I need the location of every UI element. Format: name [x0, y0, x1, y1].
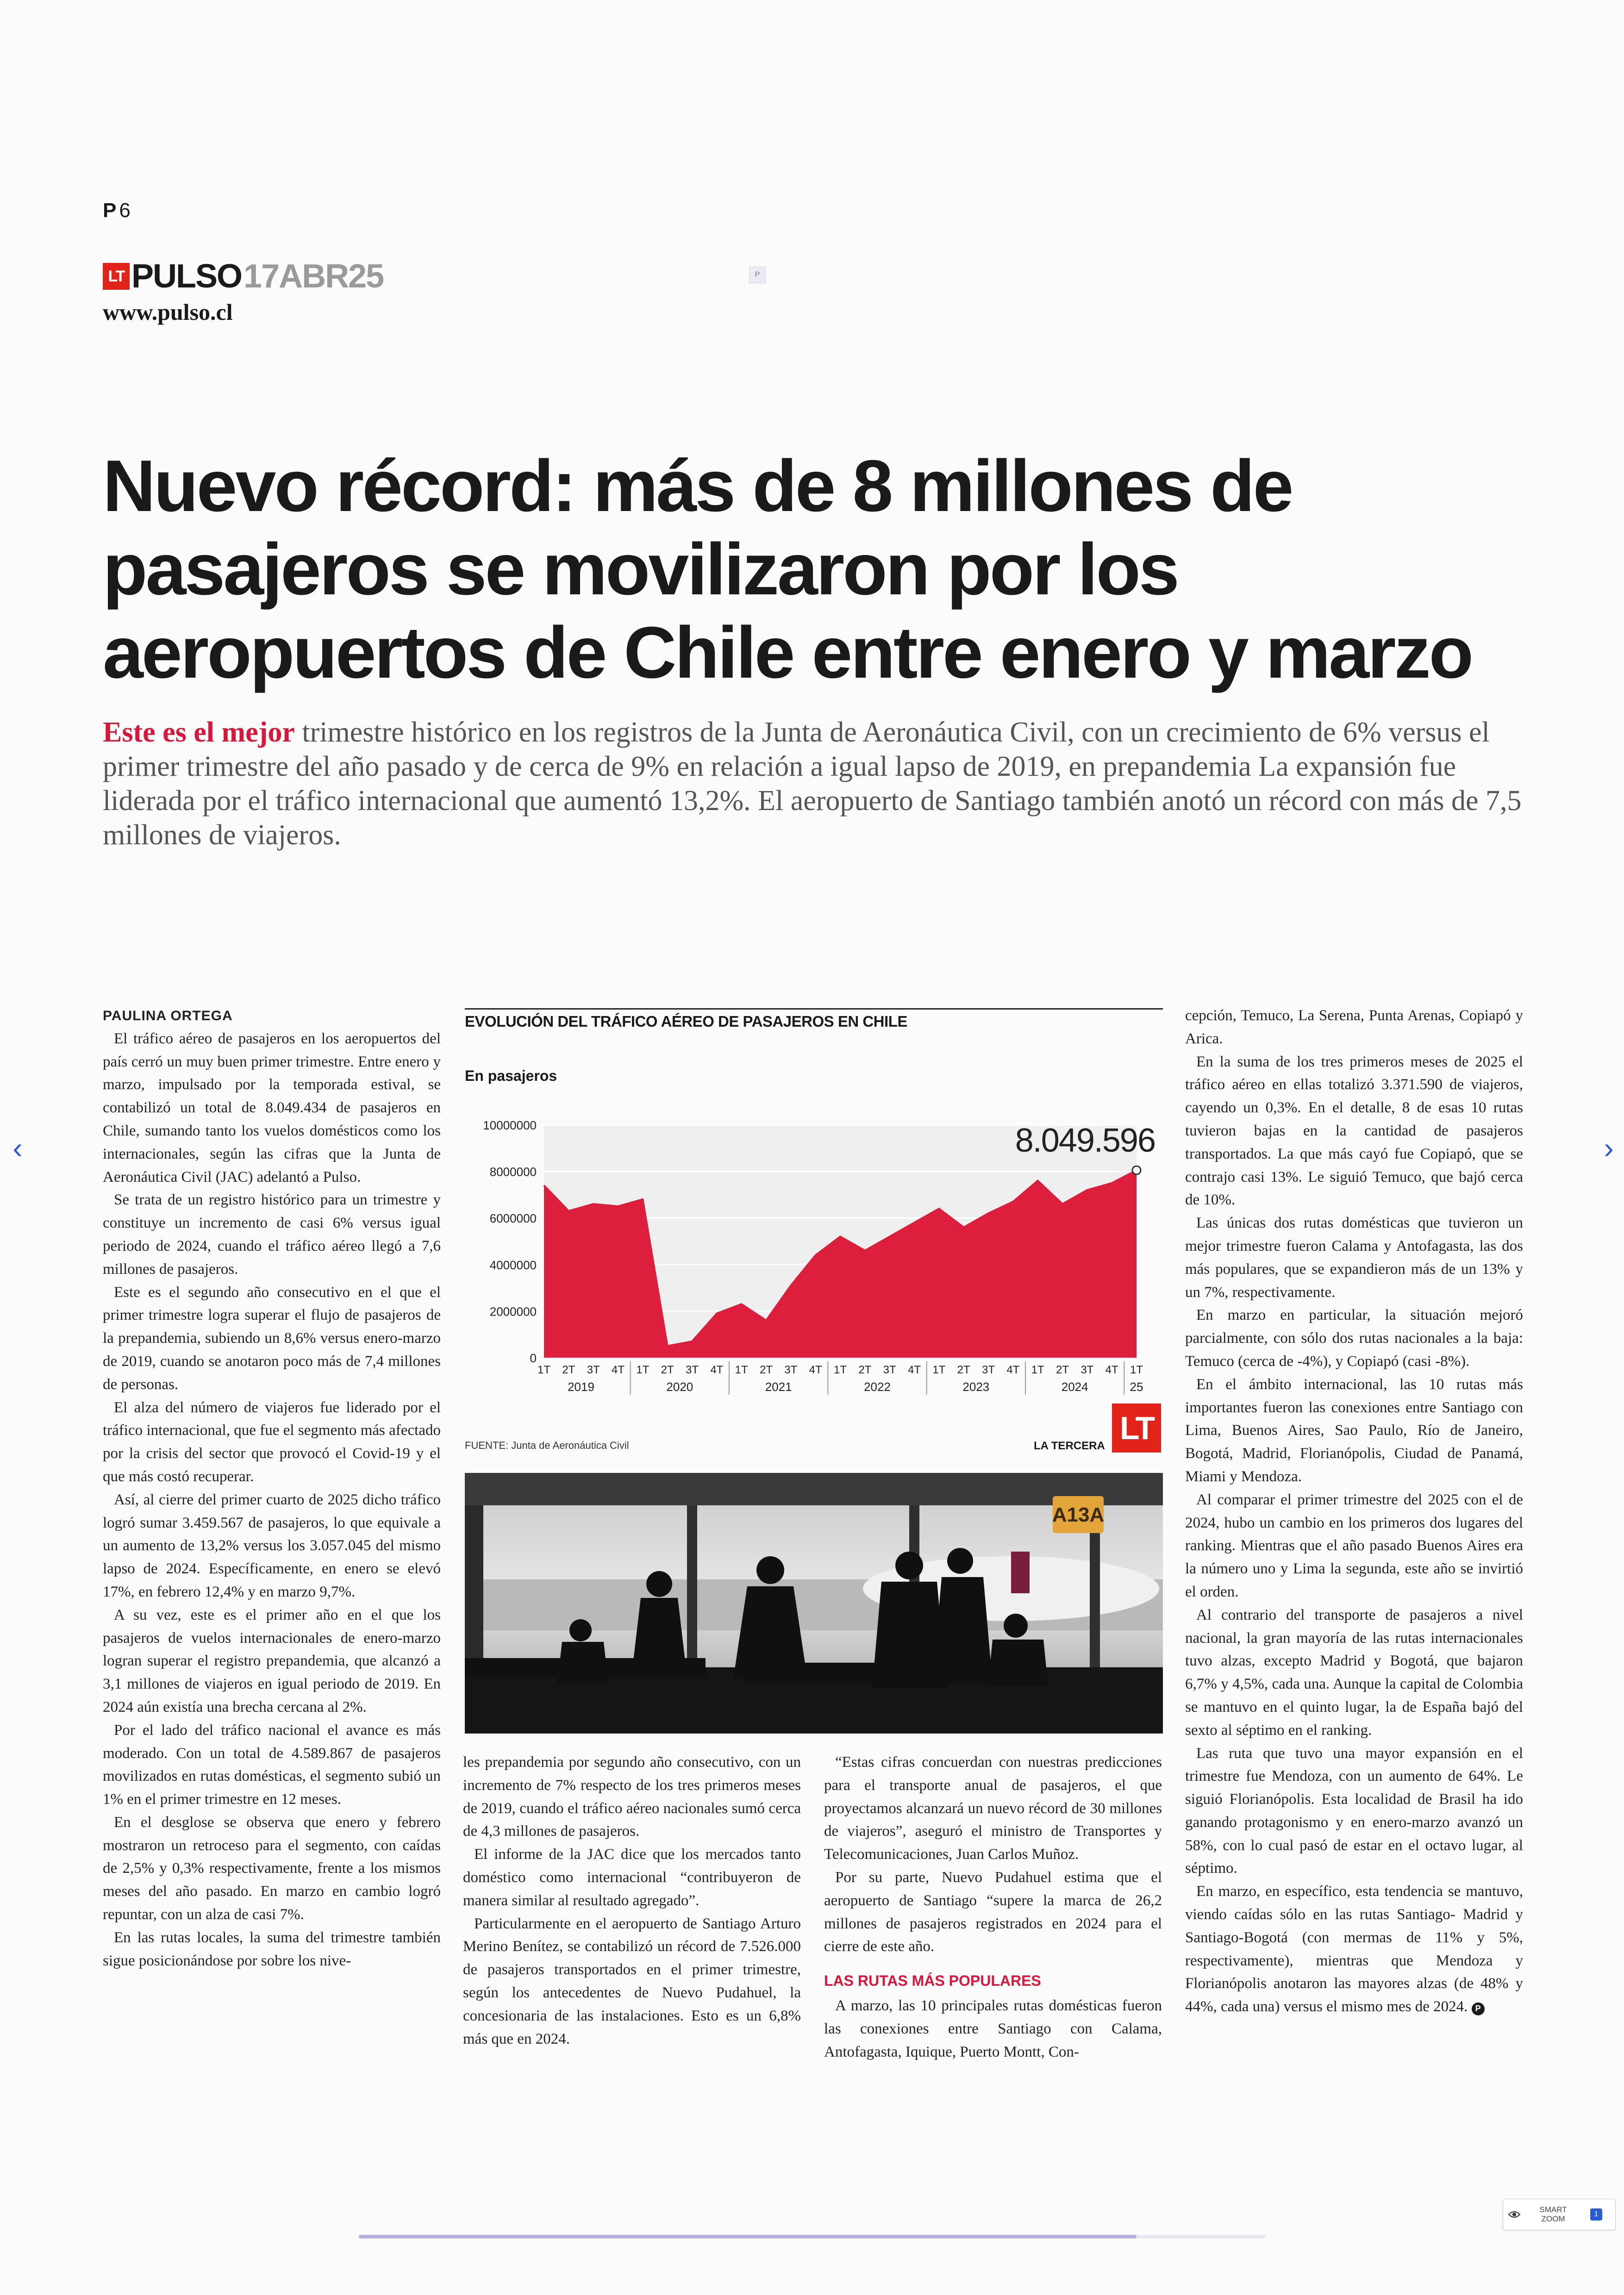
x-tick-label: 4T: [1006, 1364, 1020, 1376]
eye-icon: [1503, 2199, 1525, 2230]
la-tercera-logo: LT: [1112, 1403, 1161, 1453]
x-tick-label: 1T: [833, 1364, 847, 1376]
airport-silhouette-illustration: [465, 1473, 1163, 1734]
article-column-3: [824, 1751, 1162, 2064]
x-tick-label: 2T: [661, 1364, 674, 1376]
x-tick-label: 1T: [636, 1364, 650, 1376]
paragraph: En marzo en particular, la situación mejoró parcialmente, con sólo dos rutas nacionales a la baja: Temuco (cerca de -4%), y Copiapó (casi -8%).: [1185, 1307, 1523, 1370]
paragraph: cepción, Temuco, La Serena, Punta Arenas, Copiapó y Arica.: [1185, 1007, 1523, 1047]
brand-url[interactable]: www.pulso.cl: [103, 299, 233, 325]
paragraph: El informe de la JAC dice que los mercados tanto doméstico como internacional “contribuyeron de manera similar al resultado agregado”.: [463, 1846, 801, 1909]
smart-zoom-badge: 1: [1590, 2208, 1602, 2220]
chart-source: FUENTE: Junta de Aeronáutica Civil: [465, 1440, 629, 1451]
year-label: 2020: [666, 1380, 693, 1394]
brand-masthead: [103, 259, 383, 293]
x-tick-label: 1T: [1031, 1364, 1044, 1376]
paragraph: En la suma de los tres primeros meses de 2025 el tráfico aéreo en ellas totalizó 3.371.590 de viajeros, cayendo un 0,3%. En el detalle, 8 de esas 10 rutas tuvieron bajas en la cantidad de pasajeros transportados. La que más cayó fue Copiapó, que se contrajo casi 13%. Le siguió Temuco, que bajó cerca de 10%.: [1185, 1053, 1523, 1209]
x-tick-label: 2T: [957, 1364, 970, 1376]
x-tick-label: 3T: [685, 1364, 699, 1376]
chart-title: EVOLUCIÓN DEL TRÁFICO AÉREO DE PASAJEROS EN CHILE: [465, 1013, 907, 1030]
latest-point-marker: [1132, 1166, 1141, 1174]
paragraph-text: En marzo, en específico, esta tendencia se mantuvo, viendo caídas sólo en las rutas Santiago- Madrid y Santiago-Bogotá (con mermas de 11% y 5%, respectivamente), mientras que Mendoza y Florianópolis anotaron las mayores alzas (de 48% y 44%, cada una) versus el mismo mes de 2024.: [1185, 1883, 1523, 2015]
year-label: 2019: [568, 1380, 594, 1394]
next-page-button[interactable]: ›: [1604, 1131, 1614, 1165]
article-column-4: [1185, 1004, 1523, 2019]
x-tick-label: 3T: [1081, 1364, 1094, 1376]
paragraph: Por el lado del tráfico nacional el avance es más moderado. Con un total de 4.589.867 de pasajeros movilizados en rutas domésticas, el segmento subió un 1% en el primer trimestre en 12 meses.: [103, 1721, 441, 1808]
x-tick-label: 2T: [1056, 1364, 1069, 1376]
year-label: 2023: [962, 1380, 990, 1394]
x-tick-label: 1T: [1130, 1364, 1143, 1376]
subhead-lead: Este es el mejor: [103, 717, 295, 748]
paragraph: Particularmente en el aeropuerto de Santiago Arturo Merino Benítez, se contabilizó un récord de 7.526.000 de pasajeros transportados en el primer trimestre, según los antecedentes de Nuevo Pudahuel, la concesionaria de las instalaciones. Esto es un 6,8% más que en 2024.: [463, 1915, 801, 2047]
y-tick-label: 4000000: [489, 1258, 537, 1272]
previous-page-button[interactable]: ‹: [12, 1131, 23, 1165]
paragraph: El alza del número de viajeros fue liderado por el tráfico internacional, que fue el segmento más afectado por la crisis del sector que provocó el Covid-19 y el que más costó recuperar.: [103, 1399, 441, 1485]
chart-credit: LA TERCERA: [1034, 1440, 1105, 1452]
x-tick-label: 2T: [759, 1364, 773, 1376]
paragraph: Las únicas dos rutas domésticas que tuvieron un mejor trimestre fueron Calama y Antofagasta, las dos más populares, que se expandieron más de un 13% y un 7%, respectivamente.: [1185, 1215, 1523, 1301]
page-number: P 6: [103, 199, 131, 222]
x-tick-label: 3T: [784, 1364, 798, 1376]
paragraph: Al contrario del transporte de pasajeros a nivel nacional, la gran mayoría de las rutas internacionales tuvo alzas, excepto Madrid y Bogotá, que bajaron 6,7% y 4,5%, cada una. Aunque la capital de Colombia se mantuvo en el quinto lugar, la de España bajó del sexto al séptimo en el ranking.: [1185, 1606, 1523, 1739]
x-tick-label: 4T: [809, 1364, 822, 1376]
x-tick-label: 3T: [981, 1364, 995, 1376]
brand-logo: LT: [103, 263, 130, 290]
section-heading: LAS RUTAS MÁS POPULARES: [824, 1972, 1041, 1989]
subheadline: [103, 715, 1547, 852]
paragraph: Las ruta que tuvo una mayor expansión en el trimestre fue Mendoza, con un aumento de 64%. Le siguió Florianópolis. Esta localidad de Brasil ha ido ganando protagonismo y en enero-marzo avanzó un 58%, con lo cual pasó de estar en el octavo lugar, al séptimo.: [1185, 1745, 1523, 1877]
chart-subtitle: En pasajeros: [465, 1067, 557, 1084]
x-tick-label: 1T: [537, 1364, 551, 1376]
smart-zoom-label: SMART ZOOM: [1539, 2205, 1567, 2223]
paragraph: Este es el segundo año consecutivo en el que el primer trimestre logra superar el flujo de pasajeros de la prepandemia, subiendo un 8,6% versus enero-marzo de 2019, cuando se anotaron poco más de 7,4 millones de personas.: [103, 1284, 441, 1393]
paragraph: Se trata de un registro histórico para un trimestre y constituye un incremento de casi 6% versus igual periodo de 2024, cuando el tráfico aéreo llegó a 7,6 millones de pasajeros.: [103, 1191, 441, 1278]
year-label: 2024: [1061, 1380, 1088, 1394]
x-tick-label: 4T: [1105, 1364, 1118, 1376]
paragraph: El tráfico aéreo de pasajeros en los aeropuertos del país cerró un muy buen primer trimestre. Entre enero y marzo, impulsado por la temporada estival, se contabilizó un total de 8.049.434 de pasajeros en Chile, sumando tanto los vuelos domésticos como los internacionales, según las cifras que la Junta de Aeronáutica Civil (JAC) adelantó a Pulso.: [103, 1030, 441, 1185]
x-tick-label: 2T: [858, 1364, 872, 1376]
paragraph: En las rutas locales, la suma del trimestre también sigue posicionándose por sobre los nive-: [103, 1929, 441, 1969]
subhead-text: trimestre histórico en los registros de la Junta de Aeronáutica Civil, con un crecimiento de 6% versus el primer trimestre del año pasado y de cerca de 9% en relación a igual lapso de 2019, en prepandemia La expansión fue liderada por el tráfico internacional que aumentó 13,2%. El aeropuerto de Santiago también anotó un récord con más de 7,5 millones de viajeros.: [103, 717, 1522, 851]
article-column-2: [463, 1751, 801, 2051]
x-tick-label: 1T: [735, 1364, 748, 1376]
page-progress-fill: [359, 2235, 1137, 2239]
paragraph: A su vez, este es el primer año en el que los pasajeros de vuelos internacionales de enero-marzo logran superar el registro prepandemia, que alcanzó a 3,1 millones de viajeros en igual periodo de 2019. En 2024 aún existía una brecha cercana al 2%.: [103, 1606, 441, 1715]
brand-date: 17ABR25: [244, 258, 384, 295]
highlight-value-label: 8.049.596: [1015, 1122, 1155, 1160]
year-label: 25: [1130, 1380, 1143, 1394]
y-tick-label: 0: [530, 1351, 537, 1365]
paragraph: [1185, 1880, 1523, 2019]
x-tick-label: 1T: [932, 1364, 946, 1376]
y-tick-label: 6000000: [489, 1211, 537, 1226]
paragraph: “Estas cifras concuerdan con nuestras predicciones para el transporte anual de pasajeros, el que proyectamos alcanzará un nuevo récord de 30 millones de viajeros”, aseguró el ministro de Transportes y Telecomunicaciones, Juan Carlos Muñoz.: [824, 1754, 1162, 1863]
brand-name: PULSO: [131, 258, 242, 295]
y-tick-label: 10000000: [483, 1118, 537, 1132]
article-column-1: [103, 1004, 441, 1972]
paragraph: Así, al cierre del primer cuarto de 2025 dicho tráfico logró sumar 3.459.567 de pasajeros, lo que equivale a un aumento de 13,2% versus los 3.057.045 del mismo lapso de 2024. Específicamente, en enero se elevó 17%, en febrero 12,4% y en marzo 9,7%.: [103, 1491, 441, 1600]
x-tick-label: 4T: [907, 1364, 921, 1376]
y-tick-label: 2000000: [489, 1304, 537, 1319]
paragraph: En el desglose se observa que enero y febrero mostraron un retroceso para el segmento, con caídas de 2,5% y 0,3% respectivamente, frente a los mismos meses del año pasado. En marzo en cambio logró repuntar, con un alza de casi 7%.: [103, 1814, 441, 1923]
x-tick-label: 3T: [587, 1364, 600, 1376]
x-tick-label: 2T: [562, 1364, 575, 1376]
end-mark-icon: P: [1472, 2002, 1485, 2015]
page-marker[interactable]: P: [749, 267, 766, 283]
paragraph: A marzo, las 10 principales rutas domésticas fueron las conexiones entre Santiago con Calama, Antofagasta, Iquique, Puerto Montt, Con-: [824, 1997, 1162, 2060]
x-tick-label: 3T: [883, 1364, 896, 1376]
airport-photo: [465, 1473, 1163, 1734]
x-tick-label: 4T: [710, 1364, 724, 1376]
paragraph: les prepandemia por segundo año consecutivo, con un incremento de 7% respecto de los tres primeros meses de 2019, cuando el tráfico aéreo nacionales sumó cerca de 4,3 millones de pasajeros.: [463, 1754, 801, 1840]
smart-zoom-button[interactable]: [1503, 2199, 1616, 2230]
paragraph: Por su parte, Nuevo Pudahuel estima que el aeropuerto de Santiago “supere la marca de 26,2 millones de pasajeros registrados en 2024 para el cierre de este año.: [824, 1869, 1162, 1955]
chart-top-rule: [465, 1008, 1163, 1010]
headline: Nuevo récord: más de 8 millones de pasajeros se movilizaron por los aeropuertos de Chile entre enero y marzo: [103, 445, 1472, 693]
byline: PAULINA ORTEGA: [103, 1008, 233, 1023]
gate-sign: A13A: [1052, 1503, 1105, 1526]
passenger-traffic-chart: [463, 1102, 1163, 1398]
paragraph: En el ámbito internacional, las 10 rutas más importantes fueron las conexiones entre Santiago con Lima, Buenos Aires, Sao Paulo, Río de Janeiro, Bogotá, Madrid, Florianópolis, Ciudad de Panamá, Miami y Mendoza.: [1185, 1376, 1523, 1485]
year-label: 2022: [864, 1380, 891, 1394]
y-tick-label: 8000000: [489, 1165, 537, 1179]
x-tick-label: 4T: [611, 1364, 625, 1376]
paragraph: Al comparar el primer trimestre del 2025 con el de 2024, hubo un cambio en los primeros dos lugares del ranking. Mientras que el año pasado Buenos Aires era la número uno y Lima la segunda, este año se invirtió el orden.: [1185, 1491, 1523, 1600]
year-label: 2021: [765, 1380, 792, 1394]
